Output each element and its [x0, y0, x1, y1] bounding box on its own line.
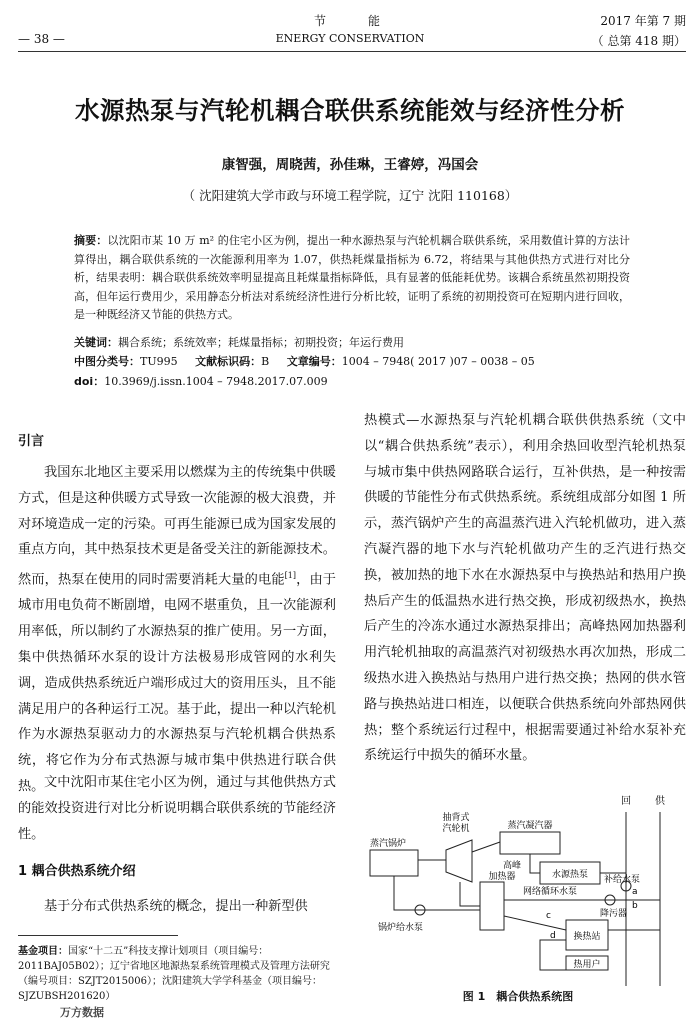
clc-label: 中图分类号：	[74, 355, 140, 368]
section-heading-1: 1 耦合供热系统介绍	[18, 864, 136, 879]
groundwater-pipe	[530, 854, 540, 873]
turbine-shape	[446, 840, 472, 882]
watermark: 万方数据	[60, 1006, 104, 1019]
label-peak-heater-2: 加热器	[488, 872, 516, 882]
page-number: — 38 —	[18, 32, 65, 46]
keywords	[74, 334, 404, 350]
intro-paragraph-1	[18, 460, 336, 800]
article-no-value: 1004 – 7948( 2017 )07 – 0038 – 05	[341, 355, 535, 368]
doc-code-label: 文献标识码：	[195, 355, 262, 368]
label-condenser: 蒸汽凝汽器	[507, 821, 553, 831]
clc-value: TU995	[140, 355, 178, 368]
section-heading-intro: 引言	[18, 434, 45, 449]
user-loop-pipe	[540, 940, 566, 970]
total-issue-label: （ 总第 418 期）	[591, 34, 686, 48]
boiler-feed-pipe	[394, 876, 480, 910]
doi-label: doi：	[74, 375, 105, 388]
label-return: 回	[621, 796, 631, 807]
intro-paragraph-1-rest: ，由于城市用电负荷不断剧增，电网不堪重负，且一次能源利用率低，所以制约了水源热泵的推广使用。另一方面，集中供热循环水泵的设计方法极易形成管网的水利失调，造成供热系统近户端形成过大的资用压头，且不能满足用户的各种运行工况。基于此，提出一种以汽轮机作为水源热泵驱动力的水源热泵与汽轮机耦合供热系统，将它作为分布式热源与城市集中供热进行联合供热。	[18, 572, 336, 794]
funding-label: 基金项目：	[18, 946, 68, 957]
label-d: d	[550, 931, 556, 941]
section-1-paragraph: 基于分布式供热系统的概念，提出一种新型供	[44, 899, 308, 914]
abstract	[74, 232, 630, 325]
label-makeup-pump: 补给水泵	[604, 875, 641, 885]
label-c: c	[546, 911, 551, 921]
intro-paragraph-1-text: 我国东北地区主要采用以燃煤为主的传统集中供暖方式，但是这种供暖方式导致一次能源的极大浪费，并对环境造成一定的污染。可再生能源已成为国家发展的重点方向，其中热泵技术更是备受关注的新能源技术。然而，热泵在使用的同时需要消耗大量的电能	[18, 465, 336, 588]
condenser-box	[500, 832, 560, 854]
abstract-text: 以沈阳市某 10 万 m² 的住宅小区为例，提出一种水源热泵与汽轮机耦合联供系统，采用数值计算的方法计算得出，耦合联供系统的一次能源利用率为 1.07，供热耗煤量指标为 6.72，将结果与其他供热方式进行对比分析，结果表明：耦合联供系统效率明显提高且耗煤量指标降低，具有显著的低能耗优势。该耦合系统虽然初期投资高，但年运行费用少，采用静态分析法对系统经济性进行分析比较，证明了系统的初期投资可在短期内进行回收，是一种既经济又节能的供热方式。	[74, 234, 631, 321]
label-b: b	[632, 901, 638, 911]
label-peak-heater-1: 高峰	[502, 861, 522, 871]
label-boiler: 蒸汽锅炉	[370, 839, 407, 849]
figure-caption: 图 1 耦合供热系统图	[462, 990, 574, 1003]
funding-note	[18, 944, 336, 1004]
abstract-label: 摘要：	[74, 234, 108, 247]
keywords-label: 关键词：	[74, 336, 118, 349]
citation-ref: [1]	[284, 571, 296, 581]
doi-line	[74, 373, 328, 389]
header-rule	[18, 51, 686, 52]
right-column-paragraph: 热模式—水源热泵与汽轮机耦合联供供热系统（文中以“耦合供热系统”表示），利用余热回收型汽轮机热泵与城市集中供热网路联合运行，互补供热，是一种按需供暖的节能性分布式供热系统。系统组成部分如图 1 所示，蒸汽锅炉产生的高温蒸汽进入汽轮机做功，进入蒸汽凝汽器的地下水与汽轮机做功产生的乏汽进行热交换，被加热的地下水在水源热泵中与换热站和热用户换热后产生的低温热水进行热交换，形成初级热水，换热后产生的冷冻水通过水源热泵排出；高峰热网加热器利用汽轮机抽取的高温蒸汽对初级热水再次加热，形成二级热水进入换热站与热用户进行热交换；热网的供水管路与换热站进口相连，以便联合供热系统向外部热网供热；整个系统运行过程中，根据需要通过补给水泵补充系统运行中损失的循环水量。	[364, 413, 686, 764]
author-list: 康智强，周晓茜，孙佳琳，王睿婷，冯国会	[221, 157, 479, 173]
label-turbine-2: 汽轮机	[442, 824, 470, 834]
peak-heater-box	[480, 882, 504, 930]
secondary-hot-water-pipe	[504, 916, 566, 930]
funding-text: 国家“十二五”科技支撑计划项目（项目编号：2011BAJ05B02）；辽宁省地区地源热泵系统管理模式及管理方法研究（编号项目：SZJT2015006）；沈阳建筑大学学科基金（项目编号：SJZUBSH201620）	[18, 946, 330, 1002]
label-station: 换热站	[573, 932, 601, 942]
label-turbine-1: 抽背式	[442, 813, 470, 823]
exhaust-pipe	[472, 842, 500, 852]
label-boiler-pump: 锅炉给水泵	[378, 923, 424, 933]
doi-value: 10.3969/j.issn.1004 – 7948.2017.07.009	[104, 375, 328, 388]
journal-name-en: ENERGY CONSERVATION	[275, 32, 425, 45]
label-user: 热用户	[573, 960, 601, 970]
label-a: a	[632, 887, 638, 897]
doc-code-value: B	[261, 355, 270, 368]
extraction-pipe	[460, 882, 480, 906]
article-title: 水源热泵与汽轮机耦合联供系统能效与经济性分析	[75, 96, 625, 125]
issue-label: 2017 年第 7 期	[600, 14, 686, 28]
journal-name-cn: 节 能	[313, 14, 386, 28]
label-heat-pump: 水源热泵	[551, 870, 589, 880]
footnote-rule	[18, 935, 178, 936]
system-diagram	[360, 790, 686, 986]
article-no-label: 文章编号：	[286, 355, 342, 368]
keywords-text: 耦合系统；系统效率；耗煤量指标；初期投资；年运行费用	[118, 336, 404, 349]
intro-paragraph-2: 文中沈阳市某住宅小区为例，通过与其他供热方式的能效投资进行对比分析说明耦合联供系统的节能经济性。	[18, 775, 336, 842]
label-circ-pump: 网络循环水泵	[522, 887, 578, 897]
boiler-box	[370, 850, 418, 876]
label-supply: 供	[655, 796, 665, 807]
classification-line	[74, 353, 535, 369]
affiliation: （ 沈阳建筑大学市政与环境工程学院，辽宁 沈阳 110168）	[182, 188, 518, 203]
label-sewage: 降污器	[600, 909, 628, 919]
